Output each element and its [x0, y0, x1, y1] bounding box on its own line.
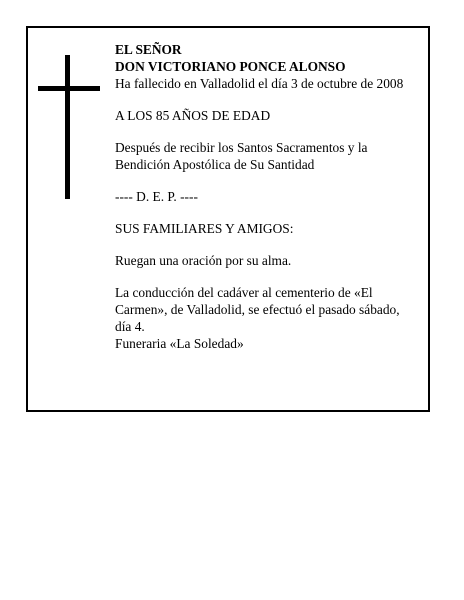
prayer-line: Ruegan una oración por su alma.	[115, 253, 292, 268]
funeral-home-line: Funeraria «La Soledad»	[115, 336, 244, 351]
funeral-line-1: La conducción del cadáver al cementerio de «El	[115, 285, 373, 300]
notice-text	[115, 41, 420, 352]
death-info: Ha fallecido en Valladolid el día 3 de octubre de 2008	[115, 76, 404, 91]
cross-icon	[38, 55, 100, 199]
age-line: A LOS 85 AÑOS DE EDAD	[115, 108, 271, 123]
sacraments-line-2: Bendición Apostólica de Su Santidad	[115, 157, 315, 172]
sacraments-line-1: Después de recibir los Santos Sacramentos y la	[115, 140, 368, 155]
family-line: SUS FAMILIARES Y AMIGOS:	[115, 221, 294, 236]
cross-horizontal-bar	[38, 86, 100, 91]
notice-title: EL SEÑOR	[115, 42, 182, 57]
deceased-name: DON VICTORIANO PONCE ALONSO	[115, 59, 346, 74]
obituary-notice	[26, 26, 430, 412]
rip-line: ---- D. E. P. ----	[115, 189, 198, 204]
cross-vertical-bar	[65, 55, 70, 199]
funeral-line-2: Carmen», de Valladolid, se efectuó el pasado sábado,	[115, 302, 400, 317]
funeral-line-3: día 4.	[115, 319, 145, 334]
